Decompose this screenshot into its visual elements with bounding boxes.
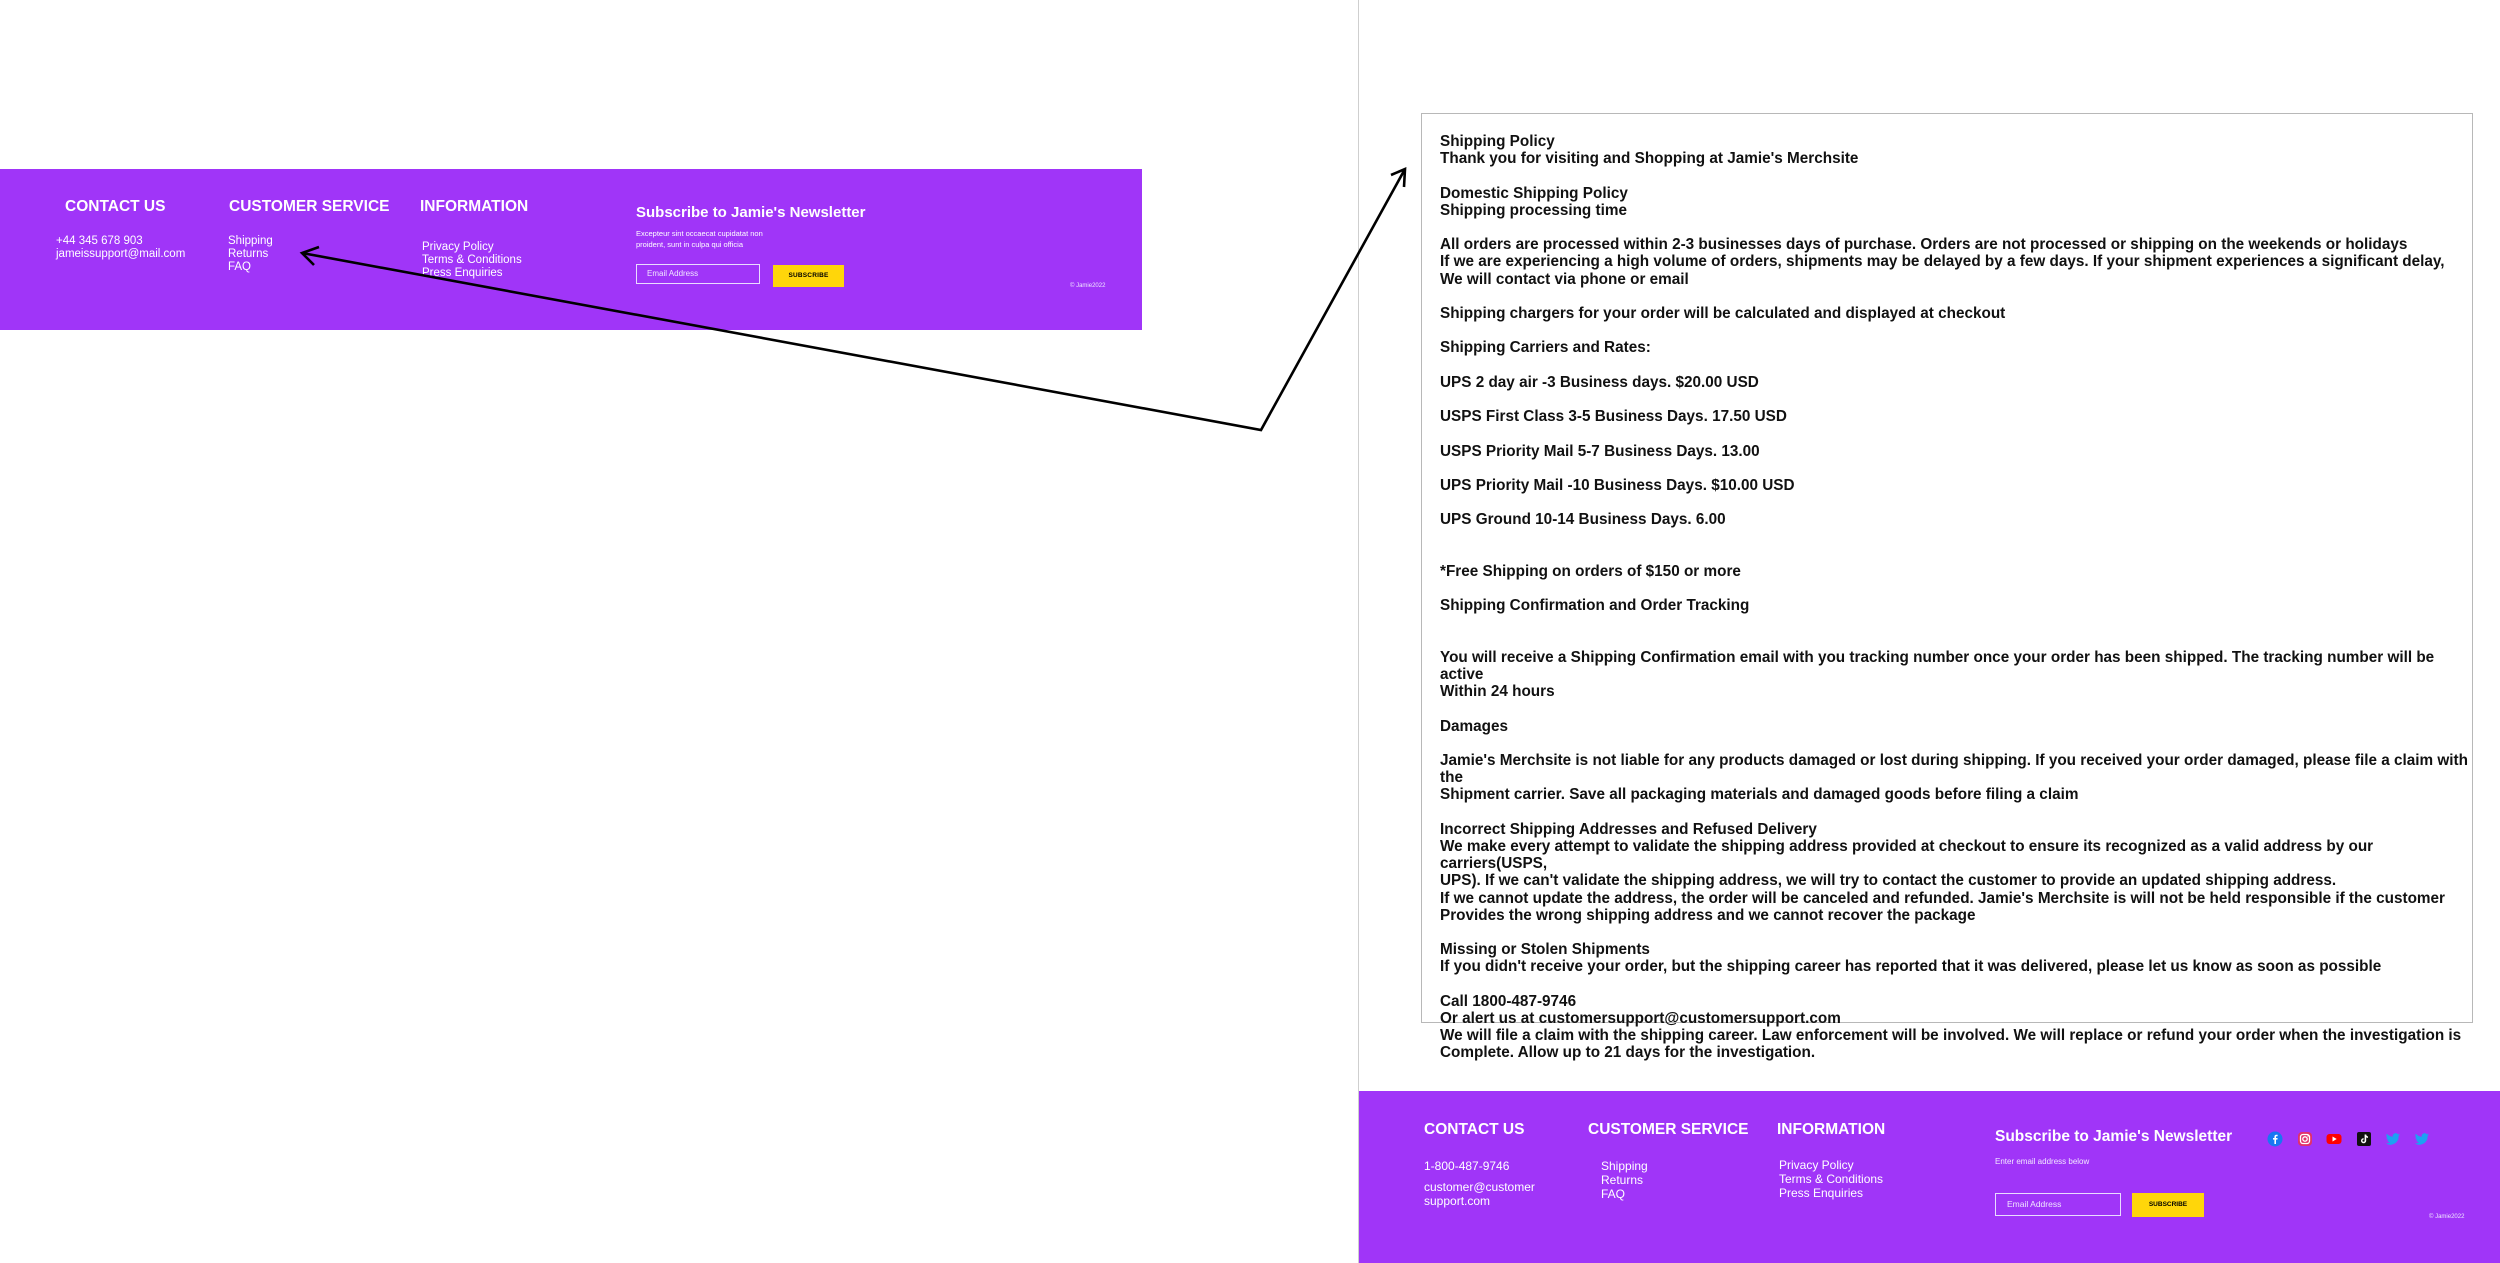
policy-line xyxy=(1440,288,2470,305)
policy-line: All orders are processed within 2-3 businesses days of purchase. Orders are not processed or shipping on the weekends or holidays xyxy=(1440,236,2408,254)
policy-line xyxy=(1440,322,2470,339)
youtube-icon[interactable] xyxy=(2326,1131,2342,1147)
newsletter-description-line: Excepteur sint occaecat cupidatat non xyxy=(636,229,763,238)
policy-line xyxy=(1440,546,2470,563)
policy-line: Provides the wrong shipping address and we cannot recover the package xyxy=(1440,906,1976,924)
information-heading: INFORMATION xyxy=(420,198,529,215)
instagram-icon[interactable] xyxy=(2297,1131,2313,1147)
footer-mockup-right xyxy=(1359,1091,2500,1263)
twitter-icon[interactable] xyxy=(2414,1131,2430,1147)
policy-line xyxy=(1440,494,2470,511)
footer-mockup-left xyxy=(0,169,1142,330)
policy-line: *Free Shipping on orders of $150 or more xyxy=(1440,562,1741,580)
policy-line xyxy=(1440,735,2470,752)
email-input[interactable]: Email Address xyxy=(1995,1193,2121,1216)
policy-line xyxy=(1440,700,2470,717)
subscribe-button[interactable]: SUBSCRIBE xyxy=(773,265,844,287)
customer-service-heading: CUSTOMER SERVICE xyxy=(229,198,390,215)
contact-email-line: customer@customer xyxy=(1424,1180,1535,1194)
shipping-policy-text xyxy=(1440,133,2473,1062)
policy-line: We will file a claim with the shipping career. Law enforcement will be involved. We will replace or refund your order when the investigation is xyxy=(1440,1027,2462,1045)
policy-line: Shipping Policy xyxy=(1440,133,1555,150)
policy-line: UPS Ground 10-14 Business Days. 6.00 xyxy=(1440,511,1726,529)
policy-line xyxy=(1440,357,2470,374)
contact-phone[interactable]: 1-800-487-9746 xyxy=(1424,1159,1510,1173)
policy-line xyxy=(1440,391,2470,408)
link-faq[interactable]: FAQ xyxy=(1601,1187,1626,1201)
policy-line: We will contact via phone or email xyxy=(1440,270,1689,288)
copyright: © Jamie2022 xyxy=(1070,283,1106,289)
policy-line: Complete. Allow up to 21 days for the investigation. xyxy=(1440,1044,1816,1062)
policy-line: If you didn't receive your order, but the shipping career has reported that it was delivered, please let us know as soon as possible xyxy=(1440,958,2382,976)
link-shipping[interactable]: Shipping xyxy=(1601,1159,1648,1173)
newsletter-heading: Subscribe to Jamie's Newsletter xyxy=(1995,1128,2233,1145)
contact-heading: CONTACT US xyxy=(1424,1121,1525,1138)
customer-service-heading: CUSTOMER SERVICE xyxy=(1588,1121,1749,1138)
divider xyxy=(1358,0,1359,1263)
tiktok-icon[interactable] xyxy=(2356,1131,2372,1147)
newsletter-description-line: proident, sunt in culpa qui officia xyxy=(636,240,744,249)
policy-line: UPS). If we can't validate the shipping address, we will try to contact the customer to provide an updated shipping address. xyxy=(1440,872,2337,890)
policy-line: If we are experiencing a high volume of orders, shipments may be delayed by a few days. If your shipment experiences a significant delay, xyxy=(1440,253,2445,271)
contact-phone: +44 345 678 903 xyxy=(56,235,143,247)
link-returns[interactable]: Returns xyxy=(1601,1173,1644,1187)
newsletter-description xyxy=(636,228,796,250)
policy-line: Damages xyxy=(1440,717,1509,735)
policy-line xyxy=(1440,580,2470,597)
policy-line: Call 1800-487-9746 xyxy=(1440,992,1577,1010)
policy-line xyxy=(1440,460,2470,477)
twitter-icon[interactable] xyxy=(2385,1131,2401,1147)
information-heading: INFORMATION xyxy=(1777,1121,1886,1138)
newsletter-heading: Subscribe to Jamie's Newsletter xyxy=(636,204,866,221)
link-press-enquiries[interactable]: Press Enquiries xyxy=(1779,1186,1864,1200)
policy-line xyxy=(1440,632,2470,649)
policy-line: UPS 2 day air -3 Business days. $20.00 USD xyxy=(1440,373,1759,391)
arrow-head-right xyxy=(1391,169,1405,187)
policy-line: Shipping processing time xyxy=(1440,201,1627,219)
policy-line xyxy=(1440,219,2470,236)
policy-line: Missing or Stolen Shipments xyxy=(1440,941,1650,959)
policy-line: USPS Priority Mail 5-7 Business Days. 13.00 xyxy=(1440,442,1760,460)
policy-line: If we cannot update the address, the order will be canceled and refunded. Jamie's Merchsite is will not be held responsible if the customer xyxy=(1440,889,2445,907)
shipping-policy-panel xyxy=(1421,113,2473,1062)
policy-line xyxy=(1440,425,2470,442)
copyright: © Jamie2022 xyxy=(2429,1214,2465,1220)
policy-line: Thank you for visiting and Shopping at Jamie's Merchsite xyxy=(1440,150,1859,168)
policy-line xyxy=(1440,804,2470,821)
link-faq[interactable]: FAQ xyxy=(228,261,252,273)
link-privacy-policy[interactable]: Privacy Policy xyxy=(422,241,494,253)
policy-line: USPS First Class 3-5 Business Days. 17.50 USD xyxy=(1440,408,1787,426)
email-input[interactable]: Email Address xyxy=(636,264,760,284)
contact-email[interactable]: jameissupport@mail.com xyxy=(56,248,186,260)
contact-email[interactable] xyxy=(1424,1180,1535,1208)
policy-line: Shipping Carriers and Rates: xyxy=(1440,339,1651,357)
policy-line: Or alert us at customersupport@customersupport.com xyxy=(1440,1010,1841,1028)
policy-line xyxy=(1440,615,2470,632)
facebook-icon[interactable] xyxy=(2267,1131,2283,1147)
newsletter-description: Enter email address below xyxy=(1995,1157,2090,1166)
policy-line: Shipment carrier. Save all packaging materials and damaged goods before filing a claim xyxy=(1440,786,2079,804)
policy-line: Within 24 hours xyxy=(1440,683,1555,701)
policy-line: Domestic Shipping Policy xyxy=(1440,184,1628,202)
policy-line xyxy=(1440,924,2470,941)
contact-heading: CONTACT US xyxy=(65,198,166,215)
policy-line: We make every attempt to validate the shipping address provided at checkout to ensure its recognized as a valid address by our carriers(USPS, xyxy=(1440,838,2378,873)
link-terms[interactable]: Terms & Conditions xyxy=(1779,1172,1884,1186)
policy-line xyxy=(1440,529,2470,546)
policy-line: Incorrect Shipping Addresses and Refused Delivery xyxy=(1440,820,1817,838)
link-shipping[interactable]: Shipping xyxy=(228,235,273,247)
policy-line: Shipping chargers for your order will be calculated and displayed at checkout xyxy=(1440,304,2006,322)
link-privacy-policy[interactable]: Privacy Policy xyxy=(1779,1158,1854,1172)
contact-email-line: support.com xyxy=(1424,1194,1491,1208)
policy-line: You will receive a Shipping Confirmation email with you tracking number once your order has been shipped. The tracking number will be active xyxy=(1440,648,2439,684)
policy-line: Shipping Confirmation and Order Tracking xyxy=(1440,597,1750,615)
policy-line xyxy=(1440,167,2470,184)
link-press-enquiries[interactable]: Press Enquiries xyxy=(422,267,503,279)
policy-line xyxy=(1440,976,2470,993)
subscribe-button[interactable]: SUBSCRIBE xyxy=(2132,1193,2204,1217)
policy-line: UPS Priority Mail -10 Business Days. $10.00 USD xyxy=(1440,476,1795,494)
link-terms[interactable]: Terms & Conditions xyxy=(422,254,522,266)
link-returns[interactable]: Returns xyxy=(228,248,269,260)
policy-line: Jamie's Merchsite is not liable for any products damaged or lost during shipping. If you received your order damaged, please file a claim with the xyxy=(1440,752,2473,787)
